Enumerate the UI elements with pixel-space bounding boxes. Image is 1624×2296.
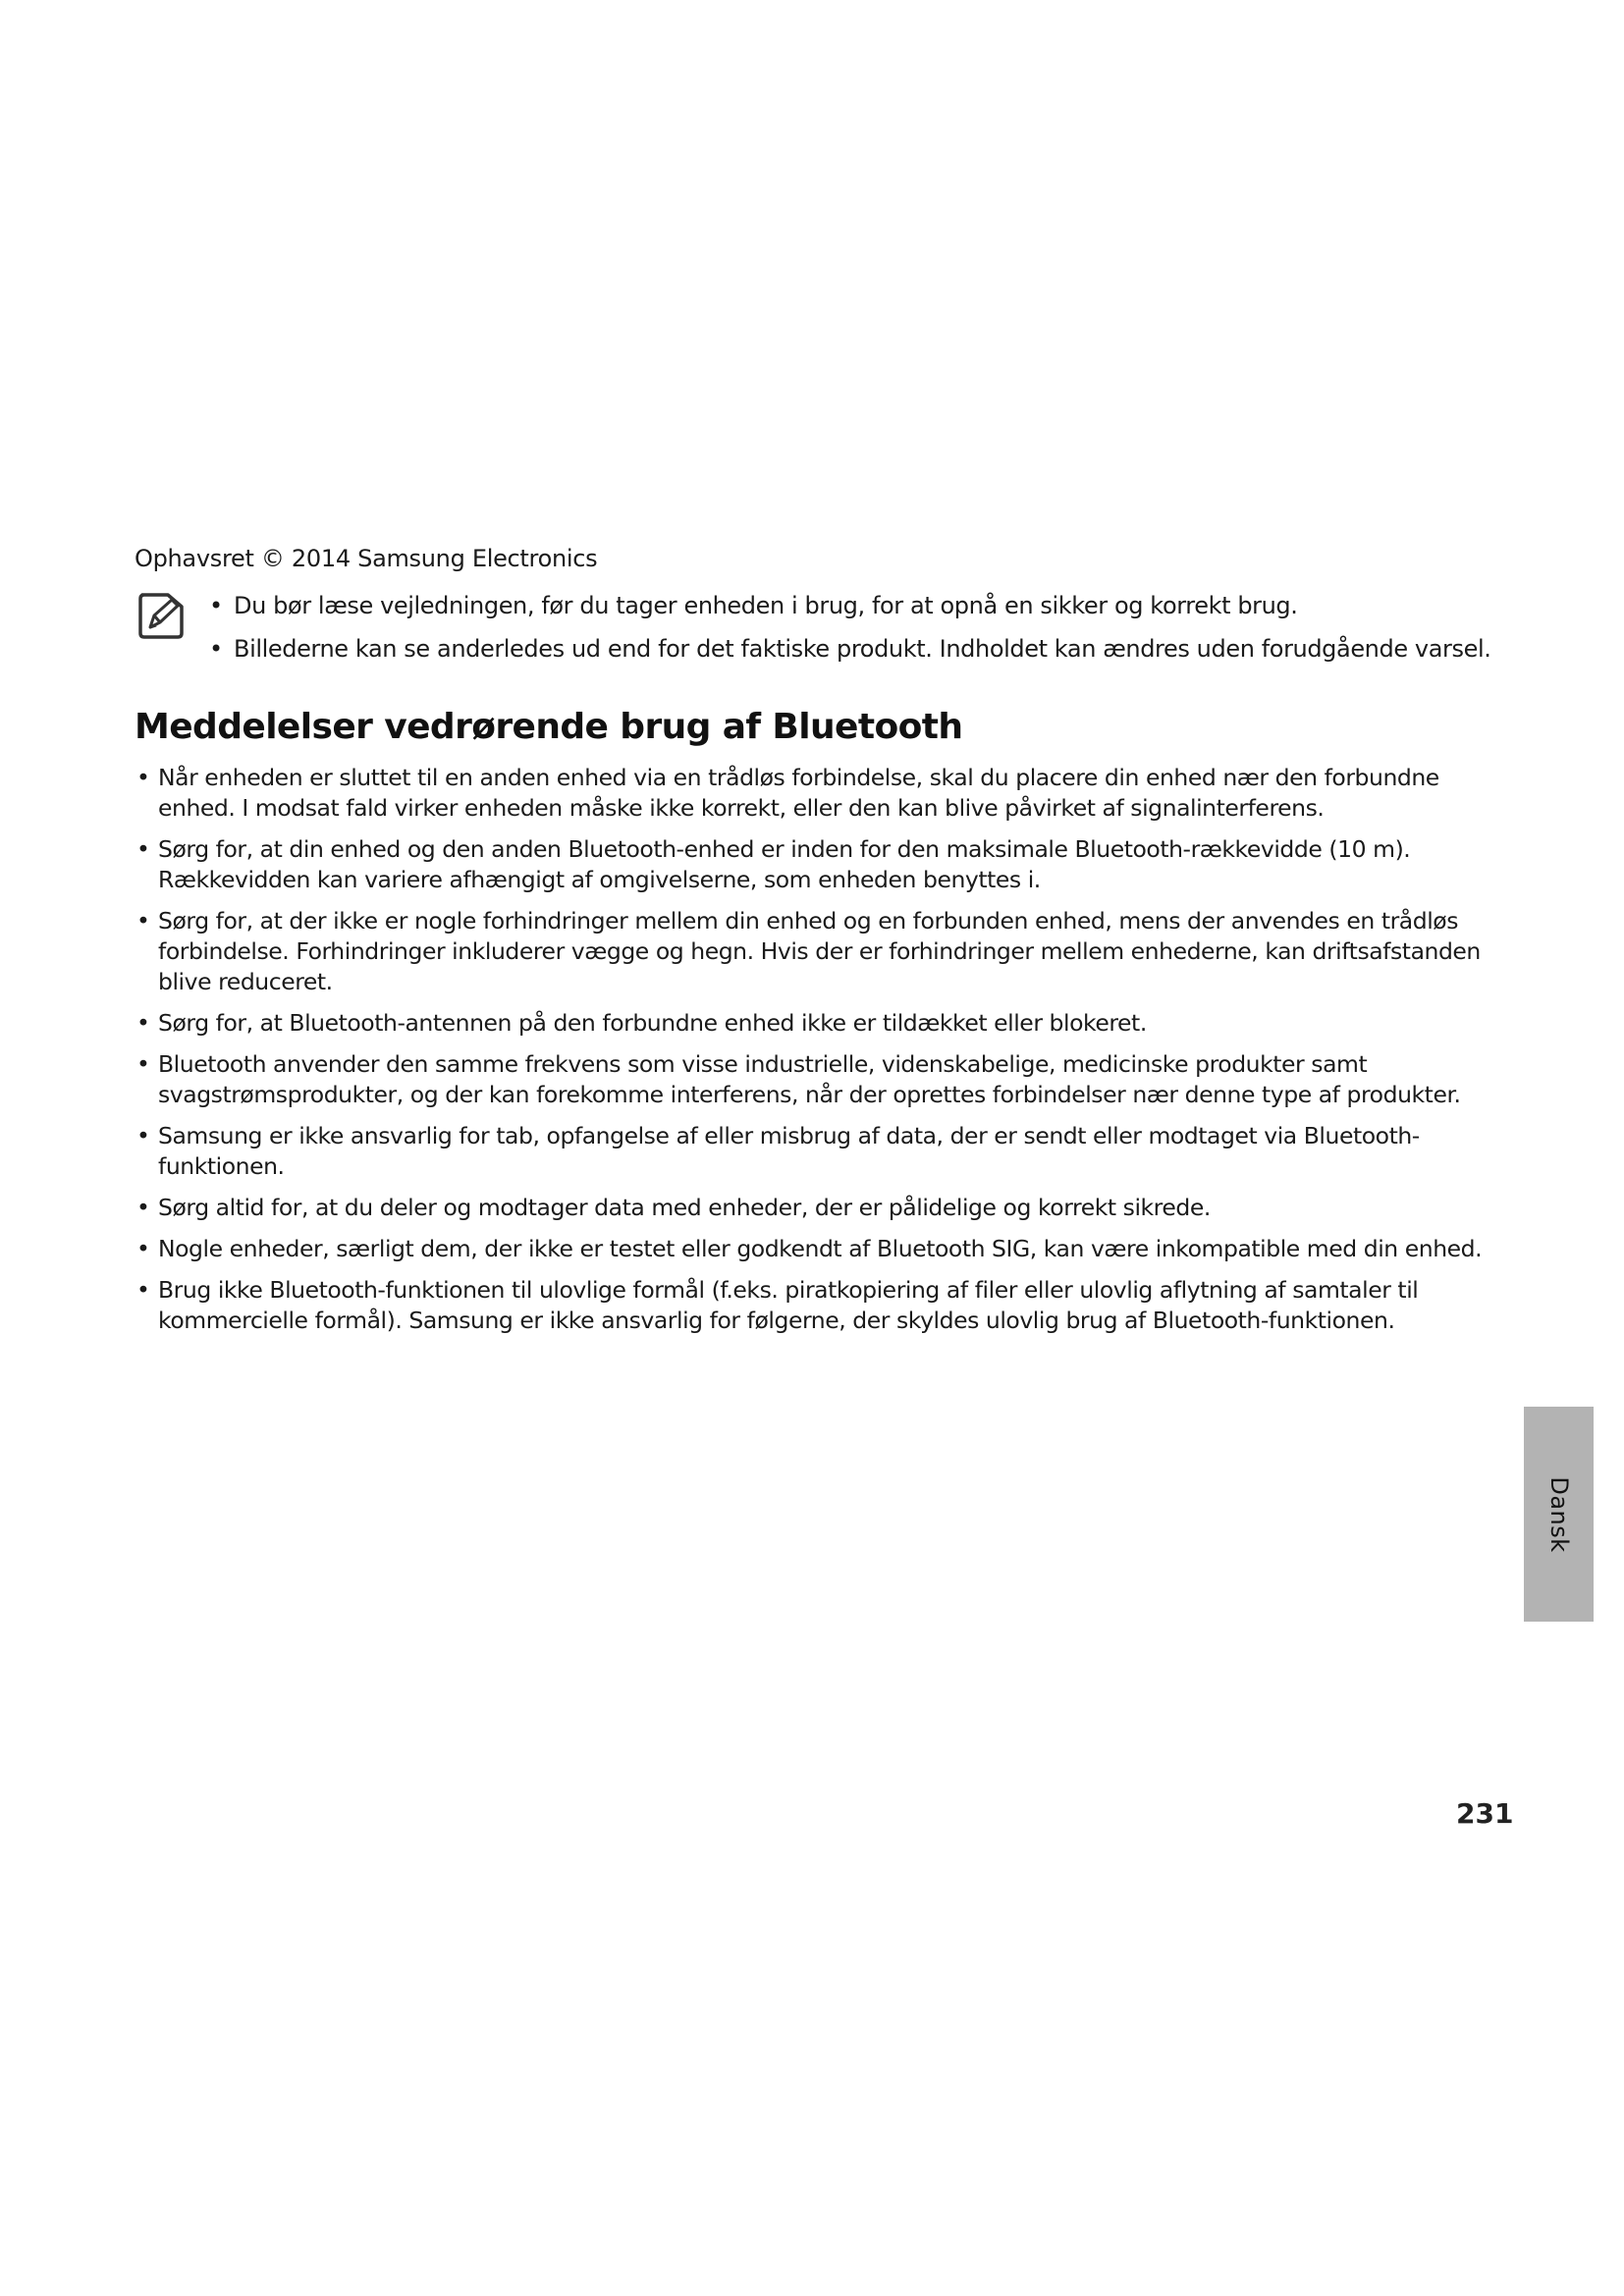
page-number: 231 [1456,1797,1514,1830]
list-item: • Sørg for, at din enhed og den anden Bluetooth-enhed er inden for den maksimale Bluetooth-rækkevidde (10 m). Rækkevidden kan variere afhængigt af omgivelserne, som enheden benyttes i. [136,835,1411,893]
list-item: • Når enheden er sluttet til en anden enhed via en trådløs forbindelse, skal du placere din enhed nær den forbundne enhed. I modsat fald virker enheden måske ikke korrekt, eller den kan blive påvirket af signalinterferens. [136,764,1439,822]
list-item: • Samsung er ikke ansvarlig for tab, opfangelse af eller misbrug af data, der er sendt eller modtaget via Bluetooth-funktionen. [136,1122,1420,1180]
bluetooth-notice-list [135,763,1509,1347]
note-item: • Du bør læse vejledningen, før du tager enheden i brug, for at opnå en sikker og korrekt brug. [209,592,1298,619]
note-item: • Billederne kan se anderledes ud end for det faktiske produkt. Indholdet kan ændres uden forudgående varsel. [209,635,1491,663]
list-item: • Sørg altid for, at du deler og modtager data med enheder, der er pålidelige og korrekt sikrede. [136,1194,1211,1221]
list-item: • Brug ikke Bluetooth-funktionen til ulovlige formål (f.eks. piratkopiering af filer eller ulovlig aflytning af samtaler til kommercielle formål). Samsung er ikke ansvarlig for følgerne, der skyldes ulovlig brug af Bluetooth-funktionen. [136,1276,1419,1334]
note-list [209,584,1490,670]
section-title: Meddelelser vedrørende brug af Bluetooth [135,707,963,747]
list-item: • Sørg for, at Bluetooth-antennen på den forbundne enhed ikke er tildækket eller blokeret. [136,1009,1147,1037]
list-item: • Nogle enheder, særligt dem, der ikke er testet eller godkendt af Bluetooth SIG, kan være inkompatible med din enhed. [136,1235,1483,1262]
copyright-notice: Ophavsret © 2014 Samsung Electronics [135,545,598,572]
language-side-tab [1524,1407,1594,1622]
list-item: • Sørg for, at der ikke er nogle forhindringer mellem din enhed og en forbunden enhed, mens der anvendes en trådløs forbindelse. Forhindringer inkluderer vægge og hegn. Hvis der er forhindringer mellem enhederne, kan driftsafstanden blive reduceret. [136,907,1481,995]
note-pencil-icon [135,590,188,641]
list-item: • Bluetooth anvender den samme frekvens som visse industrielle, videnskabelige, medicinske produkter samt svagstrømsprodukter, og der kan forekomme interferens, når der oprettes forbindelser nær denne type af produkter. [136,1050,1461,1108]
language-label: Dansk [1544,1475,1573,1553]
